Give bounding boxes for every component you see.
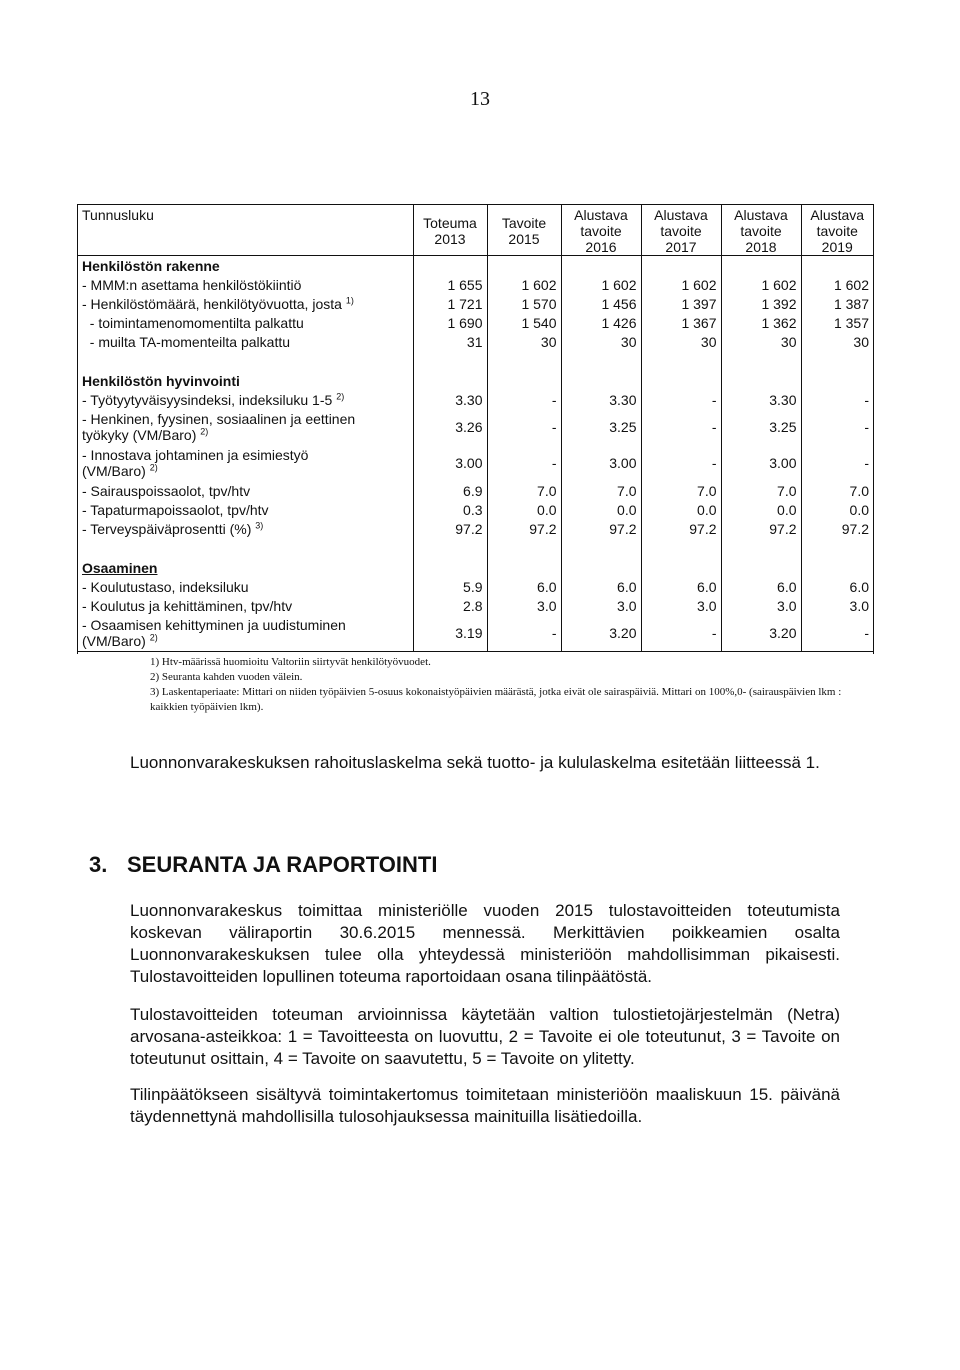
footnote-marker: 3)	[255, 519, 264, 530]
table-cell: 30	[721, 332, 801, 351]
footnote-marker: 2)	[149, 462, 158, 473]
table-cell: 1 602	[487, 275, 561, 294]
table-cell: 6.0	[561, 577, 641, 596]
table-cell: -	[801, 409, 873, 445]
table-cell: 97.2	[721, 519, 801, 538]
table-cell: 1 570	[487, 294, 561, 313]
spacer-row	[78, 538, 873, 558]
footnote-marker: 2)	[200, 426, 209, 437]
kpi-table	[77, 204, 874, 654]
spacer-row	[78, 351, 873, 371]
footnote: 3) Laskentaperiaate: Mittari on niiden työpäivien 5-osuus kokonaistyöpäivien määrästä, jotka eivät ole sairaspäiviä. Mittari on 100%,0- (sairauspäivien lkm : kaikkien työpäivien lkm).	[150, 686, 842, 713]
table-cell: 3.26	[413, 409, 487, 445]
table-cell: 1 397	[641, 294, 721, 313]
table-cell: 0.0	[561, 500, 641, 519]
table-cell: 2.8	[413, 596, 487, 615]
table-cell: 6.0	[801, 577, 873, 596]
table-cell: 30	[487, 332, 561, 351]
table-cell: -	[487, 409, 561, 445]
row-label: - MMM:n asettama henkilöstökiintiö	[82, 276, 302, 293]
row-label: - Henkilöstömäärä, henkilötyövuotta, josta $^{1)}$	[82, 294, 354, 312]
table-row	[78, 275, 873, 294]
table-cell: 5.9	[413, 577, 487, 596]
row-label: - Sairauspoissaolot, tpv/htv	[82, 482, 251, 499]
column-header: Alustava tavoite 2017	[641, 205, 721, 256]
table-cell: 30	[641, 332, 721, 351]
table-cell: 97.2	[487, 519, 561, 538]
row-label: - Työtyytyväisyysindeksi, indeksiluku 1-5 $^{2)}$	[82, 390, 345, 408]
paragraph-intro: Luonnonvarakeskuksen rahoituslaskelma sekä tuotto- ja kululaskelma esitetään liitteessä 1.	[130, 753, 820, 772]
row-label: - Innostava johtaminen ja esimiestyö (VM/Baro) $^{2)}$	[82, 447, 309, 479]
paragraph: Tulostavoitteiden toteuman arvioinnissa käytetään valtion tulostietojärjestelmän (Netra) arvosana-asteikkoa: 1 = Tavoitteesta on luovuttu, 2 = Tavoite ei ole toteutunut, 3 = Tavoite on toteutunut osittain, 4 = Tavoite on saavutettu, 5 = Tavoite on ylitetty.	[130, 1005, 840, 1068]
table-cell: 3.00	[413, 445, 487, 481]
table-cell: -	[801, 615, 873, 652]
table-cell: 3.30	[721, 390, 801, 409]
table-row	[78, 332, 873, 351]
table-cell: 1 392	[721, 294, 801, 313]
row-label: - Henkinen, fyysinen, sosiaalinen ja eettinen työkyky (VM/Baro) $^{2)}$	[82, 411, 356, 443]
table-cell: 1 357	[801, 313, 873, 332]
table-cell: 7.0	[487, 481, 561, 500]
table-row	[78, 615, 873, 652]
table-row	[78, 313, 873, 332]
table-row	[78, 390, 873, 409]
table-row	[78, 596, 873, 615]
table-cell: 7.0	[801, 481, 873, 500]
table-cell: -	[487, 390, 561, 409]
header-label: Tunnusluku	[78, 205, 413, 256]
table-cell: -	[801, 445, 873, 481]
footnote-marker: 1)	[345, 294, 354, 305]
table-cell: 3.25	[721, 409, 801, 445]
table-cell: 3.25	[561, 409, 641, 445]
table-cell: 30	[801, 332, 873, 351]
table-cell: 97.2	[413, 519, 487, 538]
table-cell: 1 690	[413, 313, 487, 332]
table-cell: 97.2	[561, 519, 641, 538]
section-title: SEURANTA JA RAPORTOINTI	[127, 852, 438, 877]
table-row	[78, 445, 873, 481]
row-label: - muilta TA-momenteilta palkattu	[82, 333, 291, 350]
table-cell: 1 721	[413, 294, 487, 313]
footnotes	[150, 655, 870, 715]
row-label: - Osaamisen kehittyminen ja uudistuminen (VM/Baro) $^{2)}$	[82, 617, 346, 649]
table-header-row	[78, 205, 873, 256]
table-cell: 0.0	[721, 500, 801, 519]
row-label: - Koulutustaso, indeksiluku	[82, 578, 249, 595]
column-header: Tavoite 2015	[487, 205, 561, 256]
table-cell: 1 367	[641, 313, 721, 332]
table-cell: 1 602	[561, 275, 641, 294]
table-cell: 1 655	[413, 275, 487, 294]
table-cell: -	[641, 390, 721, 409]
table-cell: 3.30	[561, 390, 641, 409]
table-cell: -	[641, 445, 721, 481]
table-cell: 97.2	[641, 519, 721, 538]
table-bottom-rule	[78, 652, 873, 655]
row-label: - Koulutus ja kehittäminen, tpv/htv	[82, 597, 293, 614]
paragraph: Luonnonvarakeskus toimittaa ministeriölle vuoden 2015 tulostavoitteiden toteutumista koskevan väliraportin 30.6.2015 mennessä. Merkittävien poikkeamien osalta Luonnonvarakeskuksen tulee olla yhteydessä ministeriöön mahdollisimman pikaisesti. Tulostavoitteiden lopullinen toteuma raportoidaan osana tilinpäätöstä.	[130, 901, 840, 986]
footnote-marker: 2)	[336, 390, 345, 401]
row-label: - Tapaturmapoissaolot, tpv/htv	[82, 501, 269, 518]
table-cell: 0.0	[641, 500, 721, 519]
table-cell: 7.0	[561, 481, 641, 500]
column-header: Alustava tavoite 2016	[561, 205, 641, 256]
table-row	[78, 500, 873, 519]
table-row	[78, 409, 873, 445]
table-cell: 3.0	[721, 596, 801, 615]
table-cell: 0.0	[487, 500, 561, 519]
table-cell: 3.19	[413, 615, 487, 652]
table-cell: 1 456	[561, 294, 641, 313]
section-heading	[89, 852, 869, 878]
table-cell: 3.00	[721, 445, 801, 481]
row-label: - Terveyspäiväprosentti (%) $^{3)}$	[82, 519, 264, 537]
table-cell: 6.0	[721, 577, 801, 596]
table-cell: 3.0	[487, 596, 561, 615]
table-row	[78, 519, 873, 538]
table-cell: 1 602	[801, 275, 873, 294]
table-cell: 3.20	[561, 615, 641, 652]
table-row	[78, 294, 873, 313]
paragraph: Tilinpäätökseen sisältyvä toimintakertomus toimitetaan ministeriöön maaliskuun 15. päivänä täydennettynä mahdollisilla tulosohjauksessa mainituilla lisätiedoilla.	[130, 1085, 840, 1126]
table-cell: 1 426	[561, 313, 641, 332]
table-cell: 1 387	[801, 294, 873, 313]
table-cell: 6.9	[413, 481, 487, 500]
table-cell: 3.00	[561, 445, 641, 481]
section-title-row	[78, 558, 873, 577]
footnote: 2) Seuranta kahden vuoden välein.	[150, 671, 303, 683]
footnote-marker: 2)	[149, 632, 158, 643]
table-cell: 0.0	[801, 500, 873, 519]
page-number: 13	[470, 88, 490, 110]
column-header: Alustava tavoite 2018	[721, 205, 801, 256]
table-row	[78, 481, 873, 500]
table-cell: -	[641, 409, 721, 445]
table-cell: -	[641, 615, 721, 652]
section-number: 3.	[89, 852, 108, 877]
section-title: Osaaminen	[82, 559, 158, 576]
table-cell: -	[801, 390, 873, 409]
table-cell: 3.0	[801, 596, 873, 615]
column-header: Alustava tavoite 2019	[801, 205, 873, 256]
table-cell: 97.2	[801, 519, 873, 538]
table-cell: 7.0	[721, 481, 801, 500]
table-row	[78, 577, 873, 596]
table-cell: 3.30	[413, 390, 487, 409]
section-title: Henkilöstön hyvinvointi	[82, 372, 240, 389]
table-cell: -	[487, 615, 561, 652]
footnote: 1) Htv-määrissä huomioitu Valtoriin siirtyvät henkilötyövuodet.	[150, 656, 431, 668]
table-cell: -	[487, 445, 561, 481]
table-cell: 3.0	[561, 596, 641, 615]
table-cell: 6.0	[641, 577, 721, 596]
table-cell: 1 602	[641, 275, 721, 294]
table-cell: 7.0	[641, 481, 721, 500]
section-title: Henkilöstön rakenne	[82, 257, 220, 274]
table-cell: 1 602	[721, 275, 801, 294]
table-cell: 1 540	[487, 313, 561, 332]
table-cell: 1 362	[721, 313, 801, 332]
table-cell: 3.20	[721, 615, 801, 652]
section-title-row	[78, 371, 873, 390]
column-header: Toteuma 2013	[413, 205, 487, 256]
table-cell: 6.0	[487, 577, 561, 596]
row-label: - toimintamenomomentilta palkattu	[82, 314, 304, 331]
table-cell: 30	[561, 332, 641, 351]
table-cell: 31	[413, 332, 487, 351]
table-cell: 3.0	[641, 596, 721, 615]
section-title-row	[78, 256, 873, 276]
table-cell: 0.3	[413, 500, 487, 519]
